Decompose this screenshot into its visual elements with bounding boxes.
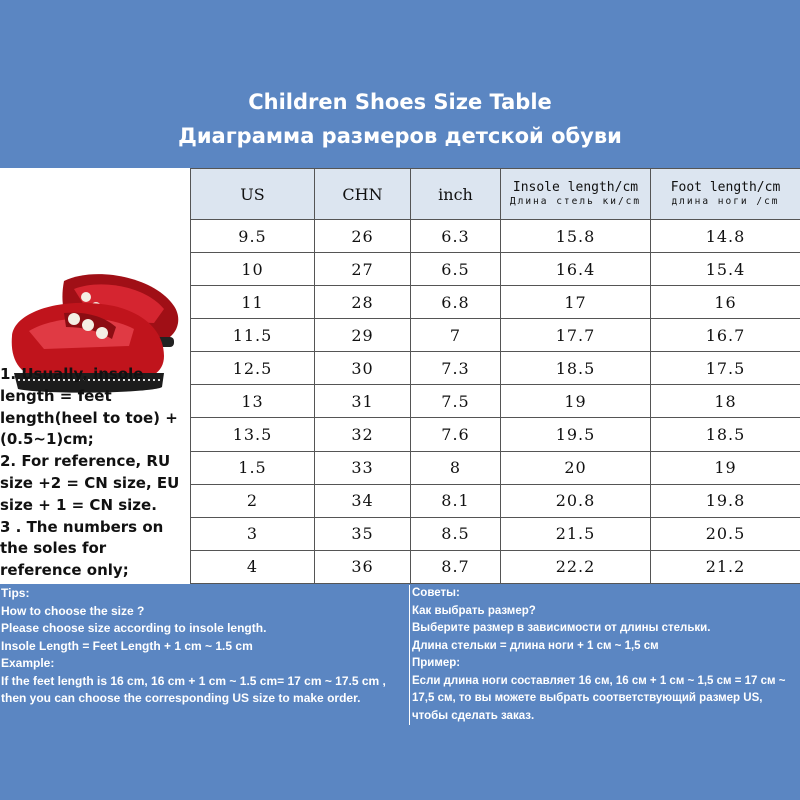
tips-russian — [411, 585, 800, 725]
cell-insole: 20.8 — [501, 484, 651, 517]
cell-foot: 18 — [651, 385, 800, 418]
cell-inch: 7.3 — [411, 352, 501, 385]
header-chn: CHN — [315, 169, 411, 220]
cell-chn: 28 — [315, 286, 411, 319]
cell-inch: 7 — [411, 319, 501, 352]
cell-inch: 6.3 — [411, 220, 501, 253]
cell-us: 12.5 — [191, 352, 315, 385]
cell-chn: 31 — [315, 385, 411, 418]
table-row — [191, 550, 800, 583]
cell-us: 11.5 — [191, 319, 315, 352]
tips-example: Если длина ноги составляет 16 см, 16 см + 1 см ~ 1,5 см = 17 см ~ 17,5 см, то вы можете выбрать соответствующий размер US, чтобы сделать заказ. — [412, 674, 786, 722]
table-row — [191, 418, 800, 451]
cell-chn: 36 — [315, 550, 411, 583]
tips-instruction: Выберите размер в зависимости от длины стельки. — [412, 622, 711, 634]
cell-chn: 32 — [315, 418, 411, 451]
cell-us: 10 — [191, 253, 315, 286]
table-row — [191, 385, 800, 418]
note-1: 1. Usually, insole length = feet length(heel to toe) + (0.5~1)cm; — [0, 365, 178, 449]
tips-formula: Длина стельки = длина ноги + 1 см ~ 1,5 см — [412, 639, 659, 652]
cell-inch: 7.5 — [411, 385, 501, 418]
cell-foot: 14.8 — [651, 220, 800, 253]
tips-divider — [409, 585, 410, 725]
cell-foot: 16.7 — [651, 319, 800, 352]
cell-insole: 21.5 — [501, 517, 651, 550]
cell-insole: 16.4 — [501, 253, 651, 286]
tips-heading: Tips: — [1, 586, 30, 600]
header-insole: Insole length/cm Длина стель ки/cm — [501, 169, 651, 220]
tips-formula: Insole Length = Feet Length + 1 cm ~ 1.5 cm — [1, 638, 253, 653]
tips-heading: Советы: — [412, 587, 460, 599]
left-panel — [0, 168, 190, 584]
tips-instruction: Please choose size according to insole length. — [1, 621, 267, 635]
cell-inch: 8.5 — [411, 517, 501, 550]
cell-chn: 30 — [315, 352, 411, 385]
cell-insole: 20 — [501, 451, 651, 484]
table-row — [191, 286, 800, 319]
cell-foot: 18.5 — [651, 418, 800, 451]
table-row — [191, 484, 800, 517]
cell-insole: 17 — [501, 286, 651, 319]
cell-insole: 19 — [501, 385, 651, 418]
title-english: Children Shoes Size Table — [248, 90, 552, 114]
size-notes — [0, 364, 190, 582]
header-us: US — [191, 169, 315, 220]
cell-us: 13 — [191, 385, 315, 418]
cell-us: 9.5 — [191, 220, 315, 253]
cell-inch: 6.8 — [411, 286, 501, 319]
cell-foot: 20.5 — [651, 517, 800, 550]
cell-us: 13.5 — [191, 418, 315, 451]
cell-foot: 21.2 — [651, 550, 800, 583]
note-2: 2. For reference, RU size +2 = CN size, EU size + 1 = CN size. — [0, 452, 180, 514]
tips-question: How to choose the size ? — [1, 603, 145, 618]
table-row — [191, 253, 800, 286]
cell-us: 4 — [191, 550, 315, 583]
tips-english — [0, 585, 409, 725]
cell-us: 11 — [191, 286, 315, 319]
note-3: 3 . The numbers on the soles for reference only; — [0, 517, 164, 580]
cell-insole: 18.5 — [501, 352, 651, 385]
tips-question: Как выбрать размер? — [412, 604, 536, 617]
cell-foot: 15.4 — [651, 253, 800, 286]
cell-foot: 16 — [651, 286, 800, 319]
table-row — [191, 352, 800, 385]
tips-example: If the feet length is 16 cm, 16 cm + 1 cm ~ 1.5 cm= 17 cm ~ 17.5 cm , then you can choose the corresponding US size to make order. — [1, 673, 386, 705]
table-row — [191, 517, 800, 550]
tips-example-label: Пример: — [412, 657, 461, 669]
tips-example-label: Example: — [1, 656, 55, 670]
cell-inch: 8 — [411, 451, 501, 484]
table-row — [191, 220, 800, 253]
cell-chn: 29 — [315, 319, 411, 352]
cell-chn: 26 — [315, 220, 411, 253]
size-table — [190, 168, 800, 584]
cell-us: 2 — [191, 484, 315, 517]
table-row — [191, 451, 800, 484]
cell-chn: 34 — [315, 484, 411, 517]
cell-foot: 19.8 — [651, 484, 800, 517]
cell-inch: 7.6 — [411, 418, 501, 451]
table-row — [191, 319, 800, 352]
header-foot: Foot length/cm длина ноги /cm — [651, 169, 800, 220]
cell-insole: 22.2 — [501, 550, 651, 583]
table-header-row — [191, 169, 800, 220]
cell-chn: 27 — [315, 253, 411, 286]
cell-insole: 19.5 — [501, 418, 651, 451]
title-russian: Диаграмма размеров детской обуви — [178, 124, 622, 148]
cell-insole: 17.7 — [501, 319, 651, 352]
cell-insole: 15.8 — [501, 220, 651, 253]
cell-inch: 8.7 — [411, 550, 501, 583]
cell-chn: 33 — [315, 451, 411, 484]
cell-foot: 19 — [651, 451, 800, 484]
cell-foot: 17.5 — [651, 352, 800, 385]
cell-chn: 35 — [315, 517, 411, 550]
cell-us: 1.5 — [191, 451, 315, 484]
cell-us: 3 — [191, 517, 315, 550]
cell-inch: 6.5 — [411, 253, 501, 286]
header-inch: inch — [411, 169, 501, 220]
cell-inch: 8.1 — [411, 484, 501, 517]
